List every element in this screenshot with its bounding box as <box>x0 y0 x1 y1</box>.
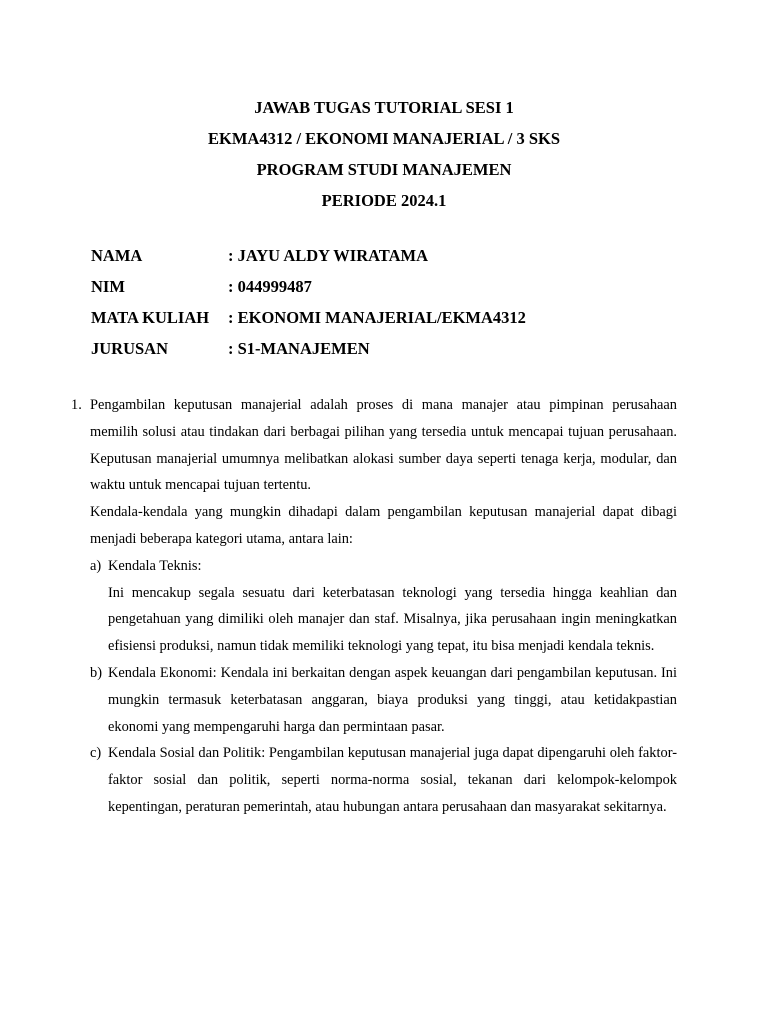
info-row-mata-kuliah <box>91 302 691 333</box>
info-value: : S1-MANAJEMEN <box>228 339 370 358</box>
answer-item-1 <box>71 392 677 821</box>
info-value: : 044999487 <box>228 277 312 296</box>
sub-item-marker: b) <box>90 664 102 681</box>
header-title: JAWAB TUGAS TUTORIAL SESI 1 <box>254 98 514 117</box>
header-course: EKMA4312 / EKONOMI MANAJERIAL / 3 SKS <box>207 129 561 148</box>
student-info <box>91 240 691 364</box>
sub-item-title: Kendala Teknis: <box>108 557 202 574</box>
info-value: : EKONOMI MANAJERIAL/EKMA4312 <box>228 308 526 327</box>
sub-item-content <box>108 660 677 740</box>
answer-paragraph-definition: Pengambilan keputusan manajerial adalah proses di mana manajer atau pimpinan perusahaan memilih solusi atau tindakan dari berbagai pilihan yang tersedia untuk mencapai tujuan perusahaan. Keputusan manajerial umumnya melibatkan alokasi sumber daya seperti tenaga kerja, modular, dan waktu untuk mencapai tujuan tertentu. <box>90 397 677 494</box>
answer-content <box>90 392 677 821</box>
sub-item-c <box>90 740 677 820</box>
info-label: NIM <box>91 277 125 296</box>
answer-body <box>71 392 677 821</box>
sub-item-marker: c) <box>90 745 102 762</box>
info-row-nim <box>91 271 691 302</box>
info-row-jurusan <box>91 333 691 364</box>
sub-item-content <box>108 740 677 820</box>
sub-item-b <box>90 660 677 740</box>
sub-item-a <box>90 553 677 660</box>
header-program: PROGRAM STUDI MANAJEMEN <box>256 160 512 179</box>
info-value: : JAYU ALDY WIRATAMA <box>228 246 428 265</box>
info-label: NAMA <box>91 246 143 265</box>
info-label: MATA KULIAH <box>91 308 210 327</box>
info-row-nama <box>91 240 691 271</box>
sub-item-marker: a) <box>90 557 102 574</box>
info-label: JURUSAN <box>91 339 169 358</box>
sub-item-description: Ini mencakup segala sesuatu dari keterbatasan teknologi yang tersedia hingga keahlian dan pengetahuan yang dimiliki oleh manajer dan staf. Misalnya, jika perusahaan ingin meningkatkan efisiensi produksi, namun tidak memiliki teknologi yang tepat, itu bisa menjadi kendala teknis. <box>108 584 677 655</box>
sub-item-content <box>108 553 677 660</box>
header-period: PERIODE 2024.1 <box>321 191 447 210</box>
document-header <box>0 92 768 216</box>
answer-number: 1. <box>71 397 82 413</box>
sub-item-text: Kendala Ekonomi: Kendala ini berkaitan dengan aspek keuangan dari pengambilan keputusan. Ini mungkin termasuk keterbatasan anggaran, biaya produksi yang tinggi, atau ketidakpastian ekonomi yang mempengaruhi harga dan permintaan pasar. <box>108 664 677 735</box>
answer-paragraph-intro: Kendala-kendala yang mungkin dihadapi dalam pengambilan keputusan manajerial dapat dibagi menjadi beberapa kategori utama, antara lain: <box>90 504 677 547</box>
sub-item-text: Kendala Sosial dan Politik: Pengambilan keputusan manajerial juga dapat dipengaruhi oleh faktor-faktor sosial dan politik, seperti norma-norma sosial, tekanan dari kelompok-kelompok kepentingan, peraturan pemerintah, atau hubungan antara perusahaan dan masyarakat sekitarnya. <box>108 745 677 815</box>
